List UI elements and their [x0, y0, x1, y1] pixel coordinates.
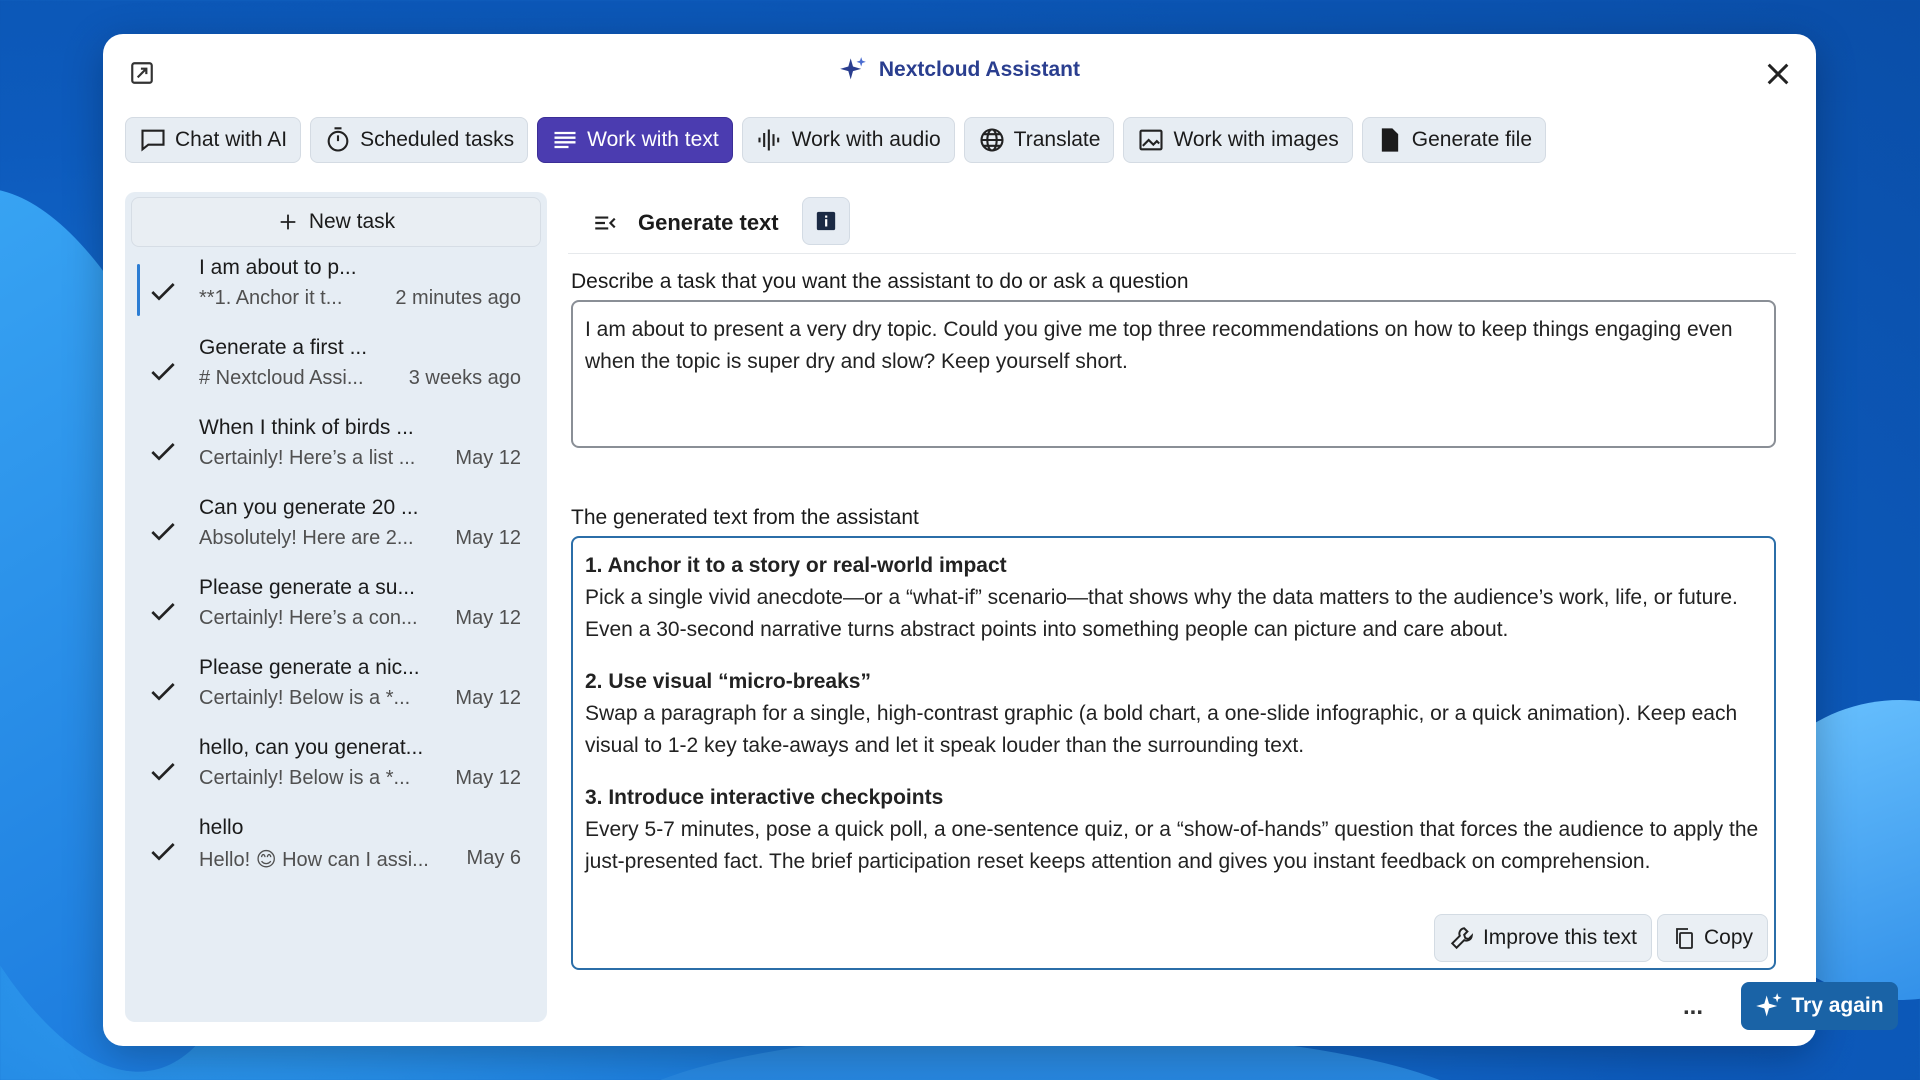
check-icon [147, 356, 179, 388]
audio-wave-icon [756, 126, 784, 154]
tab-work-with-text[interactable] [537, 117, 732, 163]
check-icon [147, 596, 179, 628]
task-preview: Absolutely! Here are 2... [199, 527, 414, 549]
input-label: Describe a task that you want the assistant to do or ask a question [571, 270, 1189, 293]
text-lines-icon [551, 126, 579, 154]
task-title: Please generate a su... [199, 576, 415, 599]
recommendation-body: Swap a paragraph for a single, high-contrast graphic (a bold chart, a one-slide infographic, or a quick animation). Keep each visual to 1-2 key take-aways and let it speak louder than the surrounding text. [585, 702, 1738, 757]
tab-label: Scheduled tasks [360, 128, 515, 151]
task-time: May 12 [455, 767, 521, 789]
try-again-button[interactable] [1741, 982, 1898, 1030]
new-task-button[interactable] [131, 197, 541, 247]
main-panel [568, 192, 1884, 1032]
check-icon [147, 276, 179, 308]
tab-chat-with-ai[interactable] [125, 117, 301, 163]
tab-work-with-images[interactable] [1123, 117, 1352, 163]
task-list-item[interactable] [125, 574, 547, 654]
sparkle-icon [839, 56, 867, 84]
recommendation-body: Pick a single vivid anecdote—or a “what-if” scenario—that shows why the data matters to the audience’s work, life, or future. Even a 30-second narrative turns abstract points into something people can picture and care about. [585, 586, 1738, 641]
task-time: May 12 [455, 607, 521, 629]
sparkle-icon [1755, 992, 1783, 1020]
task-sidebar [125, 192, 547, 1022]
tab-label: Work with images [1173, 128, 1339, 151]
file-icon [1376, 126, 1404, 154]
recommendation [585, 666, 1762, 762]
plus-icon [277, 211, 299, 233]
tab-label: Work with audio [791, 128, 941, 151]
recommendation-title: 3. Introduce interactive checkpoints [585, 786, 944, 809]
task-title: hello [199, 816, 244, 839]
close-icon[interactable] [1762, 58, 1794, 90]
more-options-button[interactable]: ... [1683, 993, 1704, 1020]
chat-bubble-icon [139, 126, 167, 154]
panel-title: Generate text [638, 210, 779, 235]
task-title: When I think of birds ... [199, 416, 414, 439]
tab-label: Work with text [587, 128, 719, 151]
task-preview: Certainly! Below is a *... [199, 767, 411, 789]
menu-collapse-icon[interactable] [590, 210, 620, 236]
task-time: May 12 [455, 527, 521, 549]
task-list [125, 254, 547, 894]
task-preview: Certainly! Here’s a con... [199, 607, 418, 629]
task-title: hello, can you generat... [199, 736, 424, 759]
tab-bar [125, 117, 1546, 163]
task-input[interactable]: I am about to present a very dry topic. Could you give me top three recommendations on how to keep things engaging even when the topic is super dry and slow? Keep yourself short. [571, 300, 1776, 448]
task-title: Can you generate 20 ... [199, 496, 419, 519]
task-title: Generate a first ... [199, 336, 368, 359]
check-icon [147, 436, 179, 468]
info-icon [815, 210, 837, 232]
task-list-item[interactable] [125, 654, 547, 734]
copy-label: Copy [1703, 926, 1753, 949]
task-time: May 12 [455, 687, 521, 709]
task-list-item[interactable] [125, 734, 547, 814]
task-time: May 6 [466, 847, 521, 869]
try-again-label: Try again [1791, 994, 1884, 1017]
dialog-title-text: Nextcloud Assistant [878, 58, 1080, 81]
panel-header [568, 192, 1796, 254]
image-icon [1137, 126, 1165, 154]
task-preview: # Nextcloud Assi... [199, 367, 364, 389]
tab-label: Generate file [1411, 128, 1533, 151]
task-list-item[interactable] [125, 814, 547, 894]
tab-label: Chat with AI [175, 128, 288, 151]
check-icon [147, 516, 179, 548]
task-preview: Certainly! Here’s a list ... [199, 447, 416, 469]
generated-output[interactable] [571, 536, 1776, 970]
recommendation-title: 1. Anchor it to a story or real-world impact [585, 554, 1007, 577]
task-list-item[interactable] [125, 334, 547, 414]
dialog-title [103, 56, 1816, 84]
tab-work-with-audio[interactable] [742, 117, 955, 163]
improve-label: Improve this text [1482, 926, 1637, 949]
task-time: 2 minutes ago [395, 287, 521, 309]
task-preview: **1. Anchor it t... [199, 287, 343, 309]
tab-translate[interactable] [964, 117, 1115, 163]
task-title: I am about to p... [199, 256, 357, 279]
task-list-item[interactable] [125, 494, 547, 574]
improve-text-button[interactable] [1434, 914, 1652, 962]
output-label: The generated text from the assistant [571, 506, 919, 529]
recommendation-body: Every 5-7 minutes, pose a quick poll, a one-sentence quiz, or a “show-of-hands” question that forces the audience to apply the just-presented fact. The brief participation reset keeps attention and gives you instant feedback on comprehension. [585, 818, 1759, 873]
globe-icon [978, 126, 1006, 154]
copy-button[interactable] [1657, 914, 1768, 962]
check-icon [147, 676, 179, 708]
check-icon [147, 836, 179, 868]
stopwatch-icon [324, 126, 352, 154]
task-list-item[interactable] [125, 254, 547, 334]
task-preview: Certainly! Below is a *... [199, 687, 411, 709]
tab-generate-file[interactable] [1362, 117, 1546, 163]
task-time: 3 weeks ago [408, 367, 521, 389]
task-list-item[interactable] [125, 414, 547, 494]
check-icon [147, 756, 179, 788]
recommendation [585, 550, 1762, 646]
task-preview: Hello! 😊 How can I assi... [199, 849, 429, 871]
copy-icon [1672, 926, 1696, 950]
task-time: May 12 [455, 447, 521, 469]
tab-scheduled-tasks[interactable] [310, 117, 528, 163]
task-title: Please generate a nic... [199, 656, 420, 679]
recommendation [585, 782, 1762, 878]
new-task-label: New task [308, 210, 396, 233]
wrench-icon [1449, 925, 1475, 951]
recommendation-title: 2. Use visual “micro-breaks” [585, 670, 871, 693]
assistant-dialog [103, 34, 1884, 1046]
tab-label: Translate [1013, 128, 1101, 151]
info-button[interactable] [802, 197, 850, 245]
